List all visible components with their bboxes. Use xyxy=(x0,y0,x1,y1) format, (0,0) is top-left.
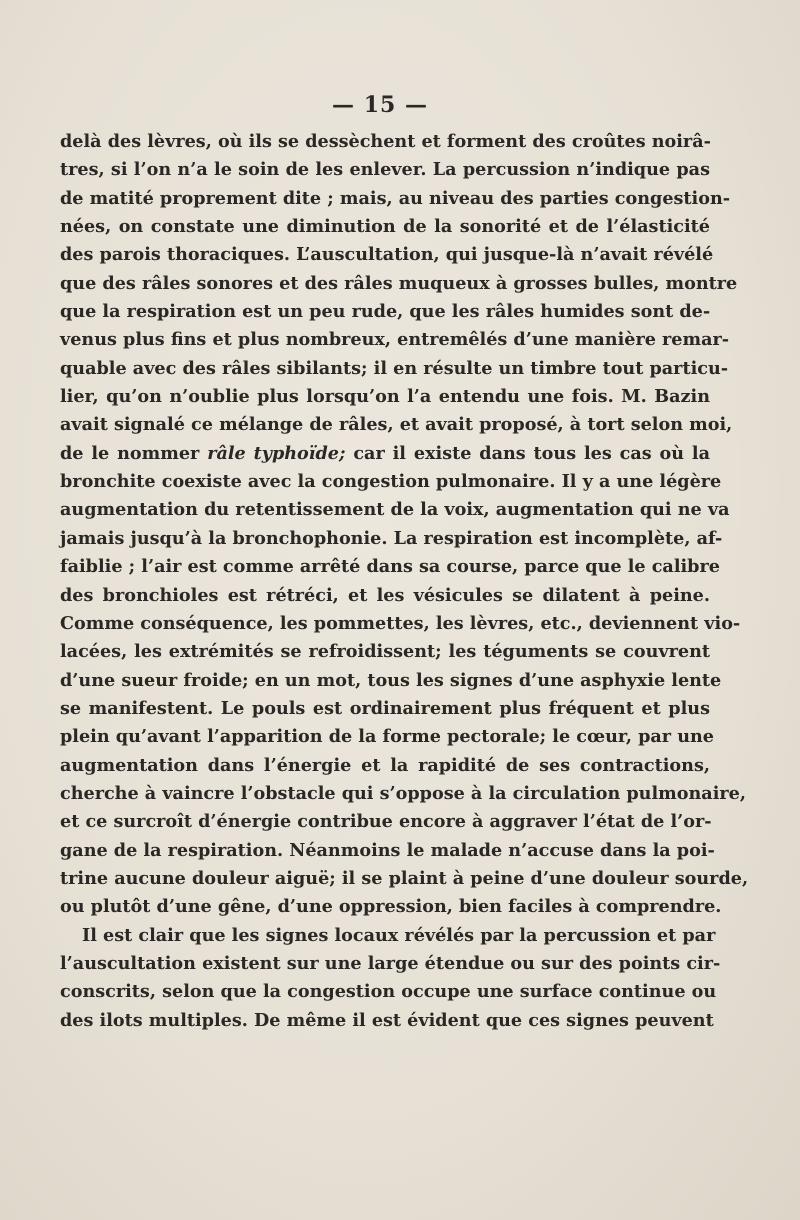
text-line: cherche à vaincre l’obstacle qui s’oppose à la circulation pulmonaire, xyxy=(60,782,746,804)
text-line-with-italic xyxy=(60,440,710,468)
text-line: bronchite coexiste avec la congestion pulmonaire. Il y a une légère xyxy=(60,471,722,493)
text-line: augmentation du retentissement de la voix, augmentation qui ne va xyxy=(60,499,730,521)
text-line: et ce surcroît d’énergie contribue encore à aggraver l’état de l’or- xyxy=(60,811,712,833)
text-line: que des râles sonores et des râles muqueux à grosses bulles, montre xyxy=(60,272,738,294)
text-line: avait signalé ce mélange de râles, et avait proposé, à tort selon moi, xyxy=(60,414,733,436)
page-number: — 15 — xyxy=(332,92,428,118)
text-line: Il est clair que les signes locaux révélés par la percussion et par xyxy=(82,924,716,946)
text-line: delà des lèvres, où ils se dessèchent et forment des croûtes noirâ- xyxy=(60,131,711,152)
text-line: nées, on constate une diminution de la sonorité et de l’élasticité xyxy=(60,216,710,238)
text-line: que la respiration est un peu rude, que les râles humides sont de- xyxy=(60,301,711,323)
text-line: des parois thoraciques. L’auscultation, qui jusque-là n’avait révélé xyxy=(60,244,714,266)
text-line: plein qu’avant l’apparition de la forme pectorale; le cœur, par une xyxy=(60,726,714,748)
body-text xyxy=(60,128,749,1035)
text-line: tres, si l’on n’a le soin de les enlever. La percussion n’indique pas xyxy=(60,159,710,181)
italic-term: râle typhoïde; xyxy=(207,442,346,464)
text-line: de matité proprement dite ; mais, au niveau des parties congestion- xyxy=(60,187,731,209)
text-line: Comme conséquence, les pommettes, les lèvres, etc., deviennent vio- xyxy=(60,612,741,634)
text-line: gane de la respiration. Néanmoins le malade n’accuse dans la poi- xyxy=(60,839,715,861)
text-line: des ilots multiples. De même il est évident que ces signes peuvent xyxy=(60,1009,714,1031)
text-fragment: car il existe dans tous les cas où la xyxy=(353,442,710,464)
text-line: trine aucune douleur aiguë; il se plaint à peine d’une douleur sourde, xyxy=(60,867,749,889)
text-line: lier, qu’on n’oublie plus lorsqu’on l’a entendu une fois. M. Bazin xyxy=(60,386,710,408)
text-line: l’auscultation existent sur une large étendue ou sur des points cir- xyxy=(60,952,721,974)
text-line: conscrits, selon que la congestion occupe une surface continue ou xyxy=(60,981,717,1003)
text-line: lacées, les extrémités se refroidissent; les téguments se couvrent xyxy=(60,641,710,663)
text-fragment: de le nommer xyxy=(60,442,200,464)
text-line: d’une sueur froide; en un mot, tous les signes d’une asphyxie lente xyxy=(60,669,722,691)
text-line: jamais jusqu’à la bronchophonie. La respiration est incomplète, af- xyxy=(60,527,723,549)
text-line: des bronchioles est rétréci, et les vésicules se dilatent à peine. xyxy=(60,584,710,606)
text-line: quable avec des râles sibilants; il en résulte un timbre tout particu- xyxy=(60,357,729,379)
text-line: augmentation dans l’énergie et la rapidité de ses contractions, xyxy=(60,754,710,776)
text-line: venus plus fins et plus nombreux, entremêlés d’une manière remar- xyxy=(60,329,730,351)
text-line: ou plutôt d’une gêne, d’une oppression, bien faciles à comprendre. xyxy=(60,896,722,918)
text-line: se manifestent. Le pouls est ordinairement plus fréquent et plus xyxy=(60,697,710,719)
text-line: faiblie ; l’air est comme arrêté dans sa course, parce que le calibre xyxy=(60,556,720,578)
